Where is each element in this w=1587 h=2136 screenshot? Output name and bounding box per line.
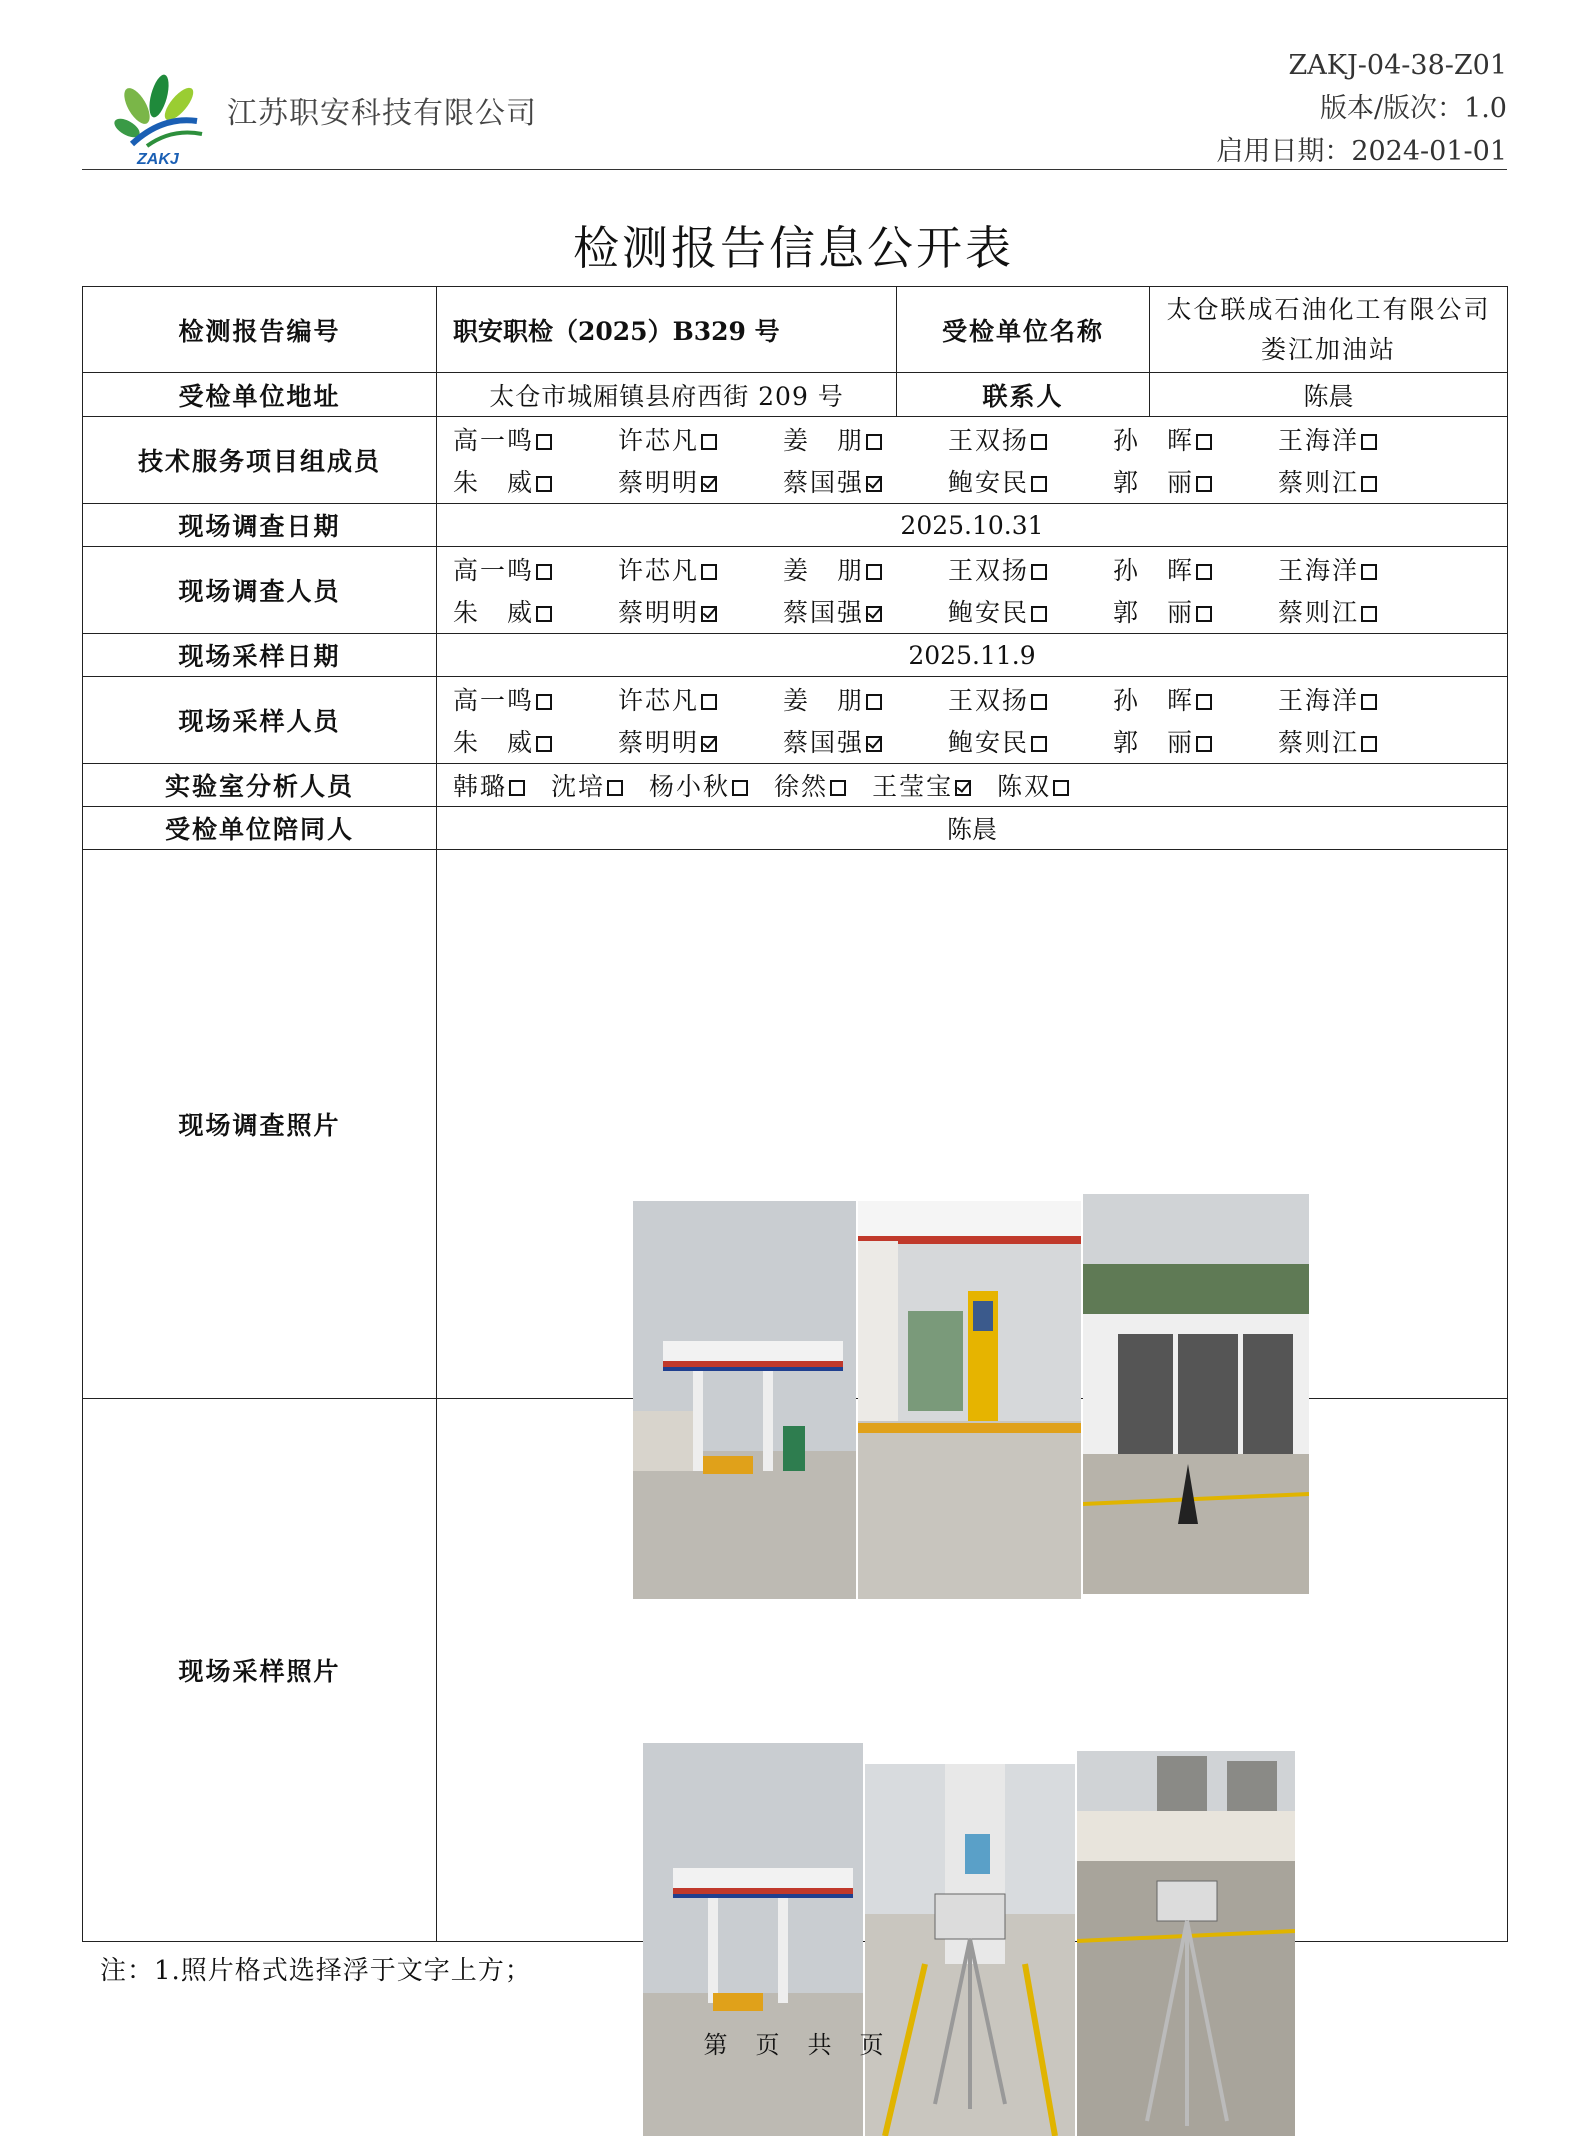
checkbox[interactable]	[1031, 564, 1047, 580]
checkbox[interactable]	[830, 780, 846, 796]
member-item	[1278, 551, 1443, 587]
member-item	[618, 551, 783, 587]
checked-checkbox[interactable]	[955, 780, 971, 796]
checkbox[interactable]	[701, 564, 717, 580]
checkbox[interactable]	[1031, 476, 1047, 492]
member-name: 郭 丽	[1113, 598, 1195, 627]
survey-staff-label: 现场调查人员	[83, 547, 437, 634]
member-item	[1113, 421, 1278, 457]
member-name: 蔡明明	[618, 728, 700, 757]
checkbox[interactable]	[1031, 606, 1047, 622]
document-info	[1216, 44, 1507, 173]
member-name: 徐然	[774, 772, 829, 801]
address-label: 受检单位地址	[83, 373, 437, 417]
member-item	[1113, 463, 1278, 499]
contact-label: 联系人	[897, 373, 1150, 417]
member-item	[997, 767, 1069, 803]
member-item	[948, 593, 1113, 629]
photo-storage-enclosure	[1083, 1194, 1309, 1594]
member-item	[783, 681, 948, 717]
member-name: 王双扬	[948, 556, 1030, 585]
member-item	[1278, 593, 1443, 629]
member-name: 姜 朋	[783, 426, 865, 455]
photo-station-overview	[643, 1743, 863, 2136]
member-name: 王双扬	[948, 426, 1030, 455]
member-name: 朱 威	[453, 598, 535, 627]
member-name: 鲍安民	[948, 468, 1030, 497]
member-name: 孙 晖	[1113, 426, 1195, 455]
checkbox[interactable]	[1196, 606, 1212, 622]
page-header	[82, 40, 1507, 170]
table-row	[83, 504, 1508, 547]
member-name: 姜 朋	[783, 556, 865, 585]
member-item	[783, 551, 948, 587]
member-name: 王海洋	[1278, 426, 1360, 455]
checkbox[interactable]	[1031, 434, 1047, 450]
footnote: 注：1.照片格式选择浮于文字上方；	[100, 1956, 532, 1986]
survey-photos-label: 现场调查照片	[83, 850, 437, 1399]
member-item	[1278, 463, 1443, 499]
member-name: 王莹宝	[872, 772, 954, 801]
checkbox[interactable]	[1361, 476, 1377, 492]
unit-name-value: 太仓联成石油化工有限公司娄江加油站	[1150, 287, 1508, 373]
member-item	[948, 421, 1113, 457]
member-name: 杨小秋	[649, 772, 731, 801]
checkbox[interactable]	[866, 694, 882, 710]
contact-value: 陈晨	[1150, 373, 1508, 417]
logo-text: ZAKJ	[137, 151, 179, 166]
member-item	[453, 593, 618, 629]
checked-checkbox[interactable]	[866, 736, 882, 752]
member-name: 王双扬	[948, 686, 1030, 715]
photo-gas-station-canopy	[633, 1201, 856, 1599]
member-name: 蔡国强	[783, 728, 865, 757]
checkbox[interactable]	[536, 476, 552, 492]
member-item	[618, 723, 783, 759]
member-item	[948, 723, 1113, 759]
lab-staff	[437, 764, 1508, 807]
member-name: 郭 丽	[1113, 468, 1195, 497]
member-name: 蔡则江	[1278, 728, 1360, 757]
member-name: 蔡明明	[618, 468, 700, 497]
checked-checkbox[interactable]	[866, 476, 882, 492]
member-name: 韩璐	[453, 772, 508, 801]
member-item	[948, 681, 1113, 717]
member-item	[618, 681, 783, 717]
footer-page: 第	[703, 2031, 728, 2059]
escort-value: 陈晨	[437, 807, 1508, 850]
member-name: 沈培	[551, 772, 606, 801]
table-row	[83, 417, 1508, 504]
member-item	[453, 723, 618, 759]
company-logo	[107, 66, 217, 166]
member-item	[783, 723, 948, 759]
team-label: 技术服务项目组成员	[83, 417, 437, 504]
checkbox[interactable]	[701, 694, 717, 710]
member-grid	[447, 677, 1497, 763]
table-row	[83, 807, 1508, 850]
member-name: 孙 晖	[1113, 686, 1195, 715]
sampling-staff-label: 现场采样人员	[83, 677, 437, 764]
member-name: 高一鸣	[453, 556, 535, 585]
table-row	[83, 764, 1508, 807]
member-item	[1278, 723, 1443, 759]
member-name: 郭 丽	[1113, 728, 1195, 757]
report-no-value: 职安职检（2025）B329 号	[437, 287, 897, 373]
member-item	[783, 593, 948, 629]
checkbox[interactable]	[509, 780, 525, 796]
table-row	[83, 850, 1508, 1399]
company-name: 江苏职安科技有限公司	[227, 96, 537, 131]
checked-checkbox[interactable]	[701, 736, 717, 752]
footer-total-unit: 页	[859, 2031, 884, 2059]
checked-checkbox[interactable]	[866, 606, 882, 622]
checkbox[interactable]	[866, 564, 882, 580]
member-item	[783, 463, 948, 499]
checkbox[interactable]	[1196, 434, 1212, 450]
checkbox[interactable]	[1031, 694, 1047, 710]
member-name: 许芯凡	[618, 686, 700, 715]
checkbox[interactable]	[536, 694, 552, 710]
checkbox[interactable]	[701, 434, 717, 450]
lab-member-list	[447, 767, 1497, 803]
member-name: 蔡国强	[783, 468, 865, 497]
page-footer	[0, 2025, 1587, 2060]
checkbox[interactable]	[1361, 736, 1377, 752]
checkbox[interactable]	[866, 434, 882, 450]
member-item	[618, 593, 783, 629]
checkbox[interactable]	[1053, 780, 1069, 796]
member-name: 孙 晖	[1113, 556, 1195, 585]
lab-staff-label: 实验室分析人员	[83, 764, 437, 807]
table-row	[83, 547, 1508, 634]
checkbox[interactable]	[1196, 564, 1212, 580]
page-title: 检测报告信息公开表	[573, 221, 1014, 275]
member-item	[783, 421, 948, 457]
member-item	[1278, 421, 1443, 457]
member-name: 陈双	[997, 772, 1052, 801]
checked-checkbox[interactable]	[701, 606, 717, 622]
report-no-label: 检测报告编号	[83, 287, 437, 373]
footer-total: 共	[807, 2031, 832, 2059]
member-name: 高一鸣	[453, 426, 535, 455]
checkbox[interactable]	[607, 780, 623, 796]
table-row	[83, 634, 1508, 677]
member-name: 鲍安民	[948, 598, 1030, 627]
info-table	[82, 286, 1508, 1942]
checkbox[interactable]	[1031, 736, 1047, 752]
member-item	[618, 463, 783, 499]
sampling-staff	[437, 677, 1508, 764]
survey-date-label: 现场调查日期	[83, 504, 437, 547]
checkbox[interactable]	[1196, 694, 1212, 710]
address-value: 太仓市城厢镇县府西街 209 号	[437, 373, 897, 417]
member-item	[453, 551, 618, 587]
member-item	[872, 767, 971, 803]
member-item	[1113, 551, 1278, 587]
member-grid	[447, 547, 1497, 633]
survey-photos-cell	[437, 850, 1508, 1399]
survey-date-value: 2025.10.31	[437, 504, 1508, 547]
photo-fuel-dispenser	[858, 1201, 1081, 1599]
member-item	[453, 463, 618, 499]
header-divider	[82, 169, 1507, 170]
photo-sampler-at-dispenser	[865, 1764, 1075, 2136]
escort-label: 受检单位陪同人	[83, 807, 437, 850]
member-name: 朱 威	[453, 468, 535, 497]
checkbox[interactable]	[536, 606, 552, 622]
member-grid	[447, 417, 1497, 503]
member-item	[618, 421, 783, 457]
checkbox[interactable]	[1361, 434, 1377, 450]
member-item	[453, 681, 618, 717]
sampling-date-value: 2025.11.9	[437, 634, 1508, 677]
checkbox[interactable]	[536, 434, 552, 450]
member-item	[453, 421, 618, 457]
survey-staff	[437, 547, 1508, 634]
table-row	[83, 373, 1508, 417]
member-item	[453, 767, 525, 803]
member-item	[948, 551, 1113, 587]
doc-date: 启用日期：2024-01-01	[1216, 136, 1507, 167]
member-item	[649, 767, 748, 803]
member-item	[1113, 723, 1278, 759]
member-name: 许芯凡	[618, 426, 700, 455]
checkbox[interactable]	[1196, 736, 1212, 752]
table-row	[83, 287, 1508, 373]
footer-page-unit: 页	[755, 2031, 780, 2059]
photo-sampler-at-tank-area	[1077, 1751, 1295, 2136]
member-name: 蔡明明	[618, 598, 700, 627]
member-name: 鲍安民	[948, 728, 1030, 757]
member-item	[1113, 681, 1278, 717]
checked-checkbox[interactable]	[701, 476, 717, 492]
member-name: 姜 朋	[783, 686, 865, 715]
table-row	[83, 677, 1508, 764]
checkbox[interactable]	[732, 780, 748, 796]
unit-name-label: 受检单位名称	[897, 287, 1150, 373]
member-name: 蔡则江	[1278, 598, 1360, 627]
doc-code: ZAKJ-04-38-Z01	[1288, 50, 1507, 81]
checkbox[interactable]	[536, 736, 552, 752]
member-name: 高一鸣	[453, 686, 535, 715]
member-name: 王海洋	[1278, 556, 1360, 585]
sampling-photos-label: 现场采样照片	[83, 1399, 437, 1942]
member-name: 蔡国强	[783, 598, 865, 627]
member-item	[948, 463, 1113, 499]
sampling-date-label: 现场采样日期	[83, 634, 437, 677]
checkbox[interactable]	[1361, 694, 1377, 710]
member-item	[774, 767, 846, 803]
doc-version: 版本/版次：1.0	[1319, 93, 1507, 124]
checkbox[interactable]	[1196, 476, 1212, 492]
member-name: 朱 威	[453, 728, 535, 757]
checkbox[interactable]	[1361, 564, 1377, 580]
checkbox[interactable]	[1361, 606, 1377, 622]
checkbox[interactable]	[536, 564, 552, 580]
team-members	[437, 417, 1508, 504]
member-item	[551, 767, 623, 803]
member-item	[1278, 681, 1443, 717]
member-name: 蔡则江	[1278, 468, 1360, 497]
member-name: 王海洋	[1278, 686, 1360, 715]
member-name: 许芯凡	[618, 556, 700, 585]
member-item	[1113, 593, 1278, 629]
